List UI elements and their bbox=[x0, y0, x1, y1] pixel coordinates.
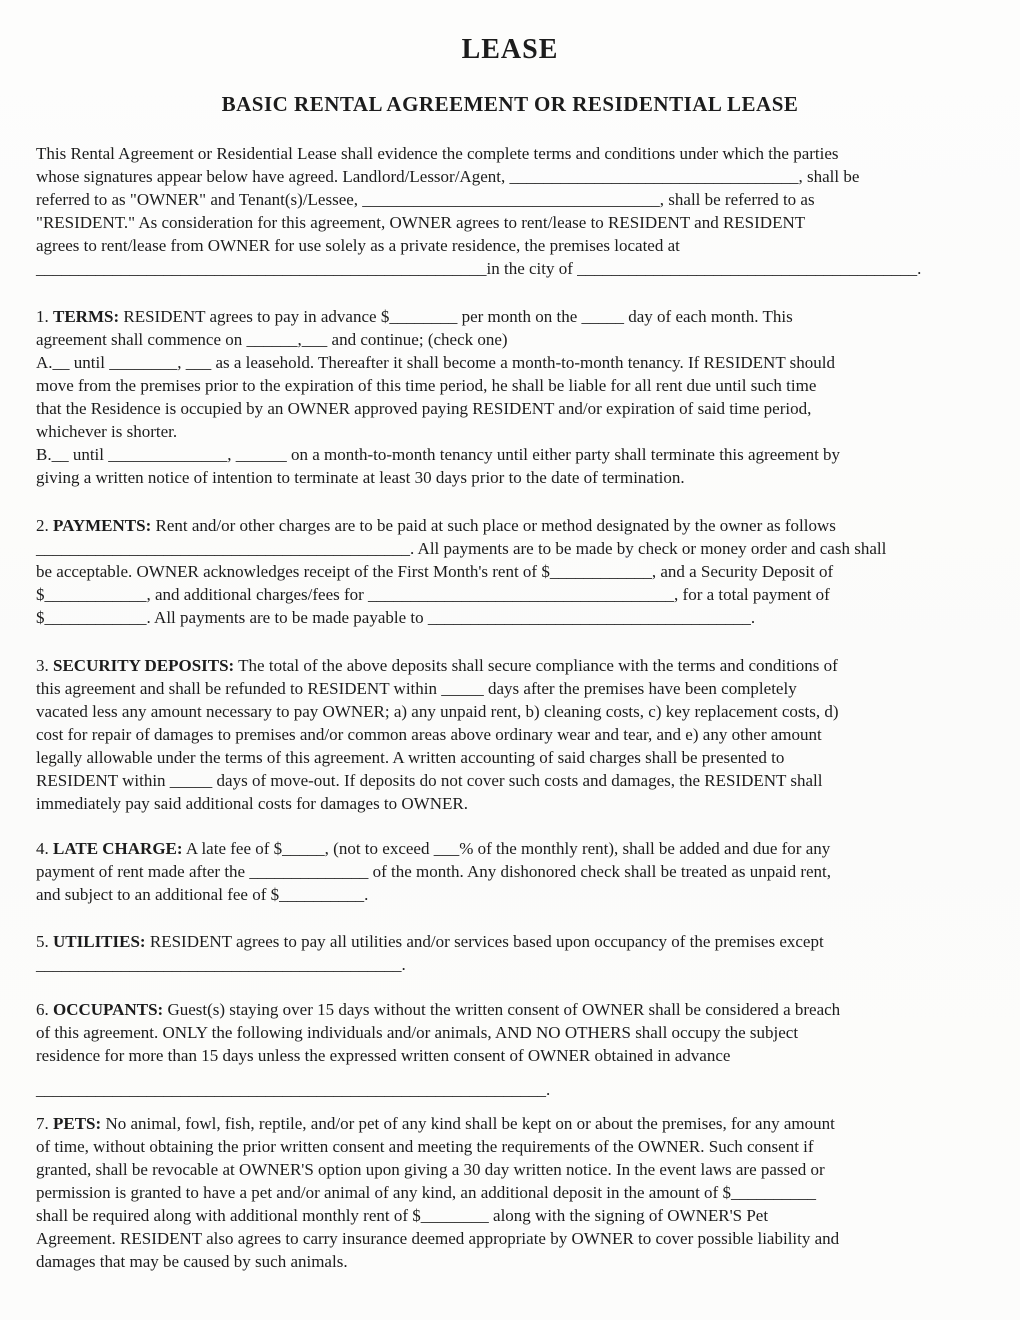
text-line: Agreement. RESIDENT also agrees to carry insurance deemed appropriate by OWNER to cover possible liability and bbox=[36, 1229, 840, 1248]
text-line bbox=[36, 998, 984, 1021]
text-line: ____________________________________________________________. bbox=[36, 1080, 551, 1099]
text-line: shall be required along with additional monthly rent of $________ along with the signing of OWNER'S Pet bbox=[36, 1206, 769, 1225]
section-text: Guest(s) staying over 15 days without the written consent of OWNER shall be considered a breach bbox=[163, 1000, 841, 1019]
text-line: agrees to rent/lease from OWNER for use solely as a private residence, the premises located at bbox=[36, 236, 680, 255]
section-occupants bbox=[36, 998, 984, 1101]
text-line bbox=[36, 1112, 984, 1135]
text-line: giving a written notice of intention to terminate at least 30 days prior to the date of termination. bbox=[36, 468, 685, 487]
section-text: No animal, fowl, fish, reptile, and/or pet of any kind shall be kept on or about the premises, for any amount bbox=[101, 1114, 835, 1133]
intro-paragraph bbox=[36, 142, 984, 280]
document-title: LEASE bbox=[461, 34, 559, 65]
text-line: _____________________________________________________in the city of ________________________________________. bbox=[36, 259, 922, 278]
text-line: A.__ until ________, ___ as a leasehold. Thereafter it shall become a month-to-month tenancy. If RESIDENT should bbox=[36, 353, 835, 372]
text-line bbox=[36, 837, 984, 860]
section-text: RESIDENT agrees to pay all utilities and/or services based upon occupancy of the premises except bbox=[145, 932, 824, 951]
text-line bbox=[36, 930, 984, 953]
document-subtitle: BASIC RENTAL AGREEMENT OR RESIDENTIAL LEASE bbox=[221, 92, 799, 116]
text-line: damages that may be caused by such animals. bbox=[36, 1252, 348, 1271]
text-line: whose signatures appear below have agreed. Landlord/Lessor/Agent, __________________________________, shall be bbox=[36, 167, 860, 186]
text-line: whichever is shorter. bbox=[36, 422, 178, 441]
section-pets bbox=[36, 1112, 984, 1273]
text-line: granted, shall be revocable at OWNER'S option upon giving a 30 day written notice. In the event laws are passed or bbox=[36, 1160, 825, 1179]
text-line: RESIDENT within _____ days of move-out. If deposits do not cover such costs and damages, the RESIDENT shall bbox=[36, 771, 823, 790]
text-line: ____________________________________________. All payments are to be made by check or money order and cash shall bbox=[36, 539, 887, 558]
text-line: "RESIDENT." As consideration for this agreement, OWNER agrees to rent/lease to RESIDENT and RESIDENT bbox=[36, 213, 806, 232]
text-line: referred to as "OWNER" and Tenant(s)/Lessee, ___________________________________, shall be referred to as bbox=[36, 190, 815, 209]
section-heading: OCCUPANTS: bbox=[53, 1000, 164, 1019]
section-heading: UTILITIES: bbox=[53, 932, 146, 951]
section-heading: SECURITY DEPOSITS: bbox=[53, 656, 235, 675]
text-line bbox=[36, 305, 984, 328]
section-text: Rent and/or other charges are to be paid at such place or method designated by the owner as follows bbox=[151, 516, 836, 535]
text-line bbox=[36, 654, 984, 677]
text-line: vacated less any amount necessary to pay OWNER; a) any unpaid rent, b) cleaning costs, c) key replacement costs, d) bbox=[36, 702, 839, 721]
section-number: 7. bbox=[36, 1114, 53, 1133]
text-line: cost for repair of damages to premises and/or common areas above ordinary wear and tear, and e) any other amount bbox=[36, 725, 822, 744]
section-number: 4. bbox=[36, 839, 53, 858]
section-text: A late fee of $_____, (not to exceed ___% of the monthly rent), shall be added and due for any bbox=[182, 839, 831, 858]
section-number: 5. bbox=[36, 932, 53, 951]
text-line bbox=[36, 514, 984, 537]
text-line: this agreement and shall be refunded to RESIDENT within _____ days after the premises have been completely bbox=[36, 679, 797, 698]
section-text: RESIDENT agrees to pay in advance $________ per month on the _____ day of each month. This bbox=[119, 307, 793, 326]
section-number: 1. bbox=[36, 307, 53, 326]
section-security-deposits bbox=[36, 654, 984, 815]
text-line: of this agreement. ONLY the following individuals and/or animals, AND NO OTHERS shall occupy the subject bbox=[36, 1023, 799, 1042]
text-line: that the Residence is occupied by an OWNER approved paying RESIDENT and/or expiration of said time period, bbox=[36, 399, 812, 418]
text-line: $____________, and additional charges/fees for ____________________________________, for a total payment of bbox=[36, 585, 830, 604]
text-line: immediately pay said additional costs for damages to OWNER. bbox=[36, 794, 468, 813]
section-text: The total of the above deposits shall secure compliance with the terms and conditions of bbox=[234, 656, 838, 675]
text-line: of time, without obtaining the prior written consent and meeting the requirements of the OWNER. Such consent if bbox=[36, 1137, 814, 1156]
text-line: payment of rent made after the ______________ of the month. Any dishonored check shall be treated as unpaid rent, bbox=[36, 862, 831, 881]
text-line: permission is granted to have a pet and/or animal of any kind, an additional deposit in the amount of $__________ bbox=[36, 1183, 816, 1202]
section-number: 2. bbox=[36, 516, 53, 535]
text-line: be acceptable. OWNER acknowledges receipt of the First Month's rent of $____________, and a Security Deposit of bbox=[36, 562, 834, 581]
section-late-charge bbox=[36, 837, 984, 906]
section-heading: LATE CHARGE: bbox=[53, 839, 183, 858]
section-number: 6. bbox=[36, 1000, 53, 1019]
text-line: move from the premises prior to the expiration of this time period, he shall be liable for all rent due until such time bbox=[36, 376, 817, 395]
section-terms bbox=[36, 305, 984, 489]
text-line: legally allowable under the terms of this agreement. A written accounting of said charges shall be presented to bbox=[36, 748, 785, 767]
text-line: ___________________________________________. bbox=[36, 955, 406, 974]
section-heading: PETS: bbox=[53, 1114, 102, 1133]
text-line: residence for more than 15 days unless the expressed written consent of OWNER obtained in advance bbox=[36, 1046, 731, 1065]
section-number: 3. bbox=[36, 656, 53, 675]
section-payments bbox=[36, 514, 984, 629]
text-line: This Rental Agreement or Residential Lease shall evidence the complete terms and conditions under which the parties bbox=[36, 144, 839, 163]
section-heading: PAYMENTS: bbox=[53, 516, 152, 535]
text-line: B.__ until ______________, ______ on a month-to-month tenancy until either party shall terminate this agreement by bbox=[36, 445, 841, 464]
section-utilities bbox=[36, 930, 984, 976]
text-line: and subject to an additional fee of $__________. bbox=[36, 885, 369, 904]
section-heading: TERMS: bbox=[53, 307, 120, 326]
text-line: agreement shall commence on ______,___ and continue; (check one) bbox=[36, 330, 508, 349]
text-line: $____________. All payments are to be made payable to ______________________________________. bbox=[36, 608, 756, 627]
